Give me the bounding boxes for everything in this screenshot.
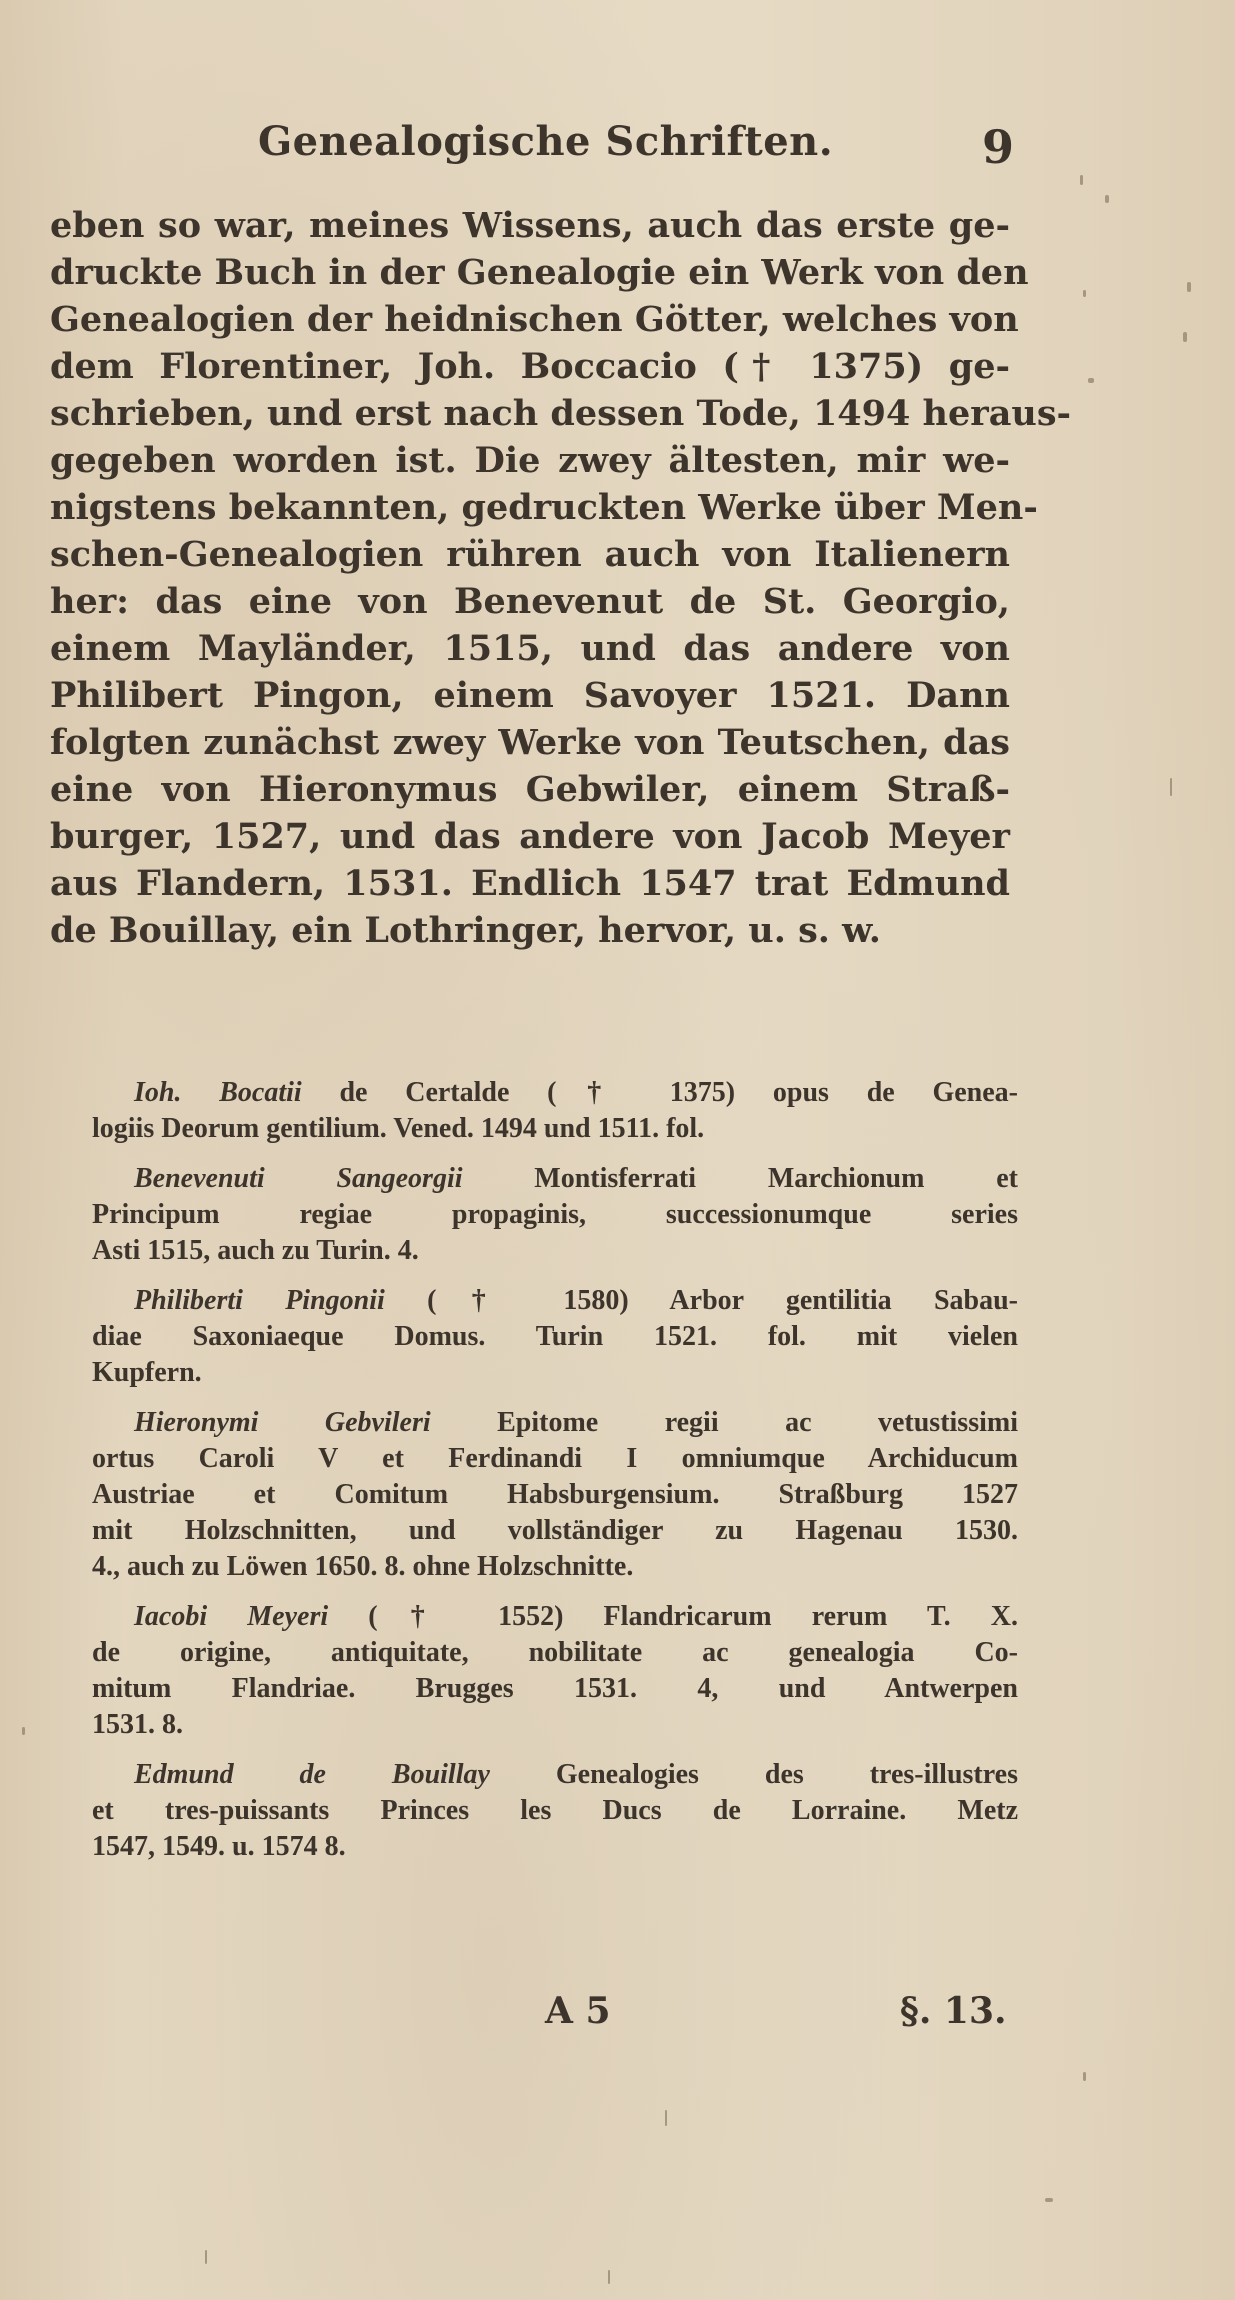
note-line: Austriae et Comitum Habsburgensium. Straßburg 1527: [92, 1479, 1018, 1510]
page-number: 9: [982, 120, 1015, 174]
body-line: de Bouillay, ein Lothringer, hervor, u. s. w.: [50, 910, 881, 951]
paper-speck: [1088, 378, 1094, 383]
body-line: einem Mayländer, 1515, und das andere von: [50, 628, 1010, 669]
note-line: ortus Caroli V et Ferdinandi I omniumque Archiducum: [92, 1443, 1018, 1474]
bibliographic-notes: [92, 1075, 1018, 1879]
paper-speck: [1080, 175, 1083, 185]
note-line: mit Holzschnitten, und vollständiger zu Hagenau 1530.: [92, 1515, 1018, 1546]
note-bouillay: [92, 1757, 1018, 1865]
note-author: Benevenuti Sangeorgii: [134, 1163, 463, 1194]
note-line: 4., auch zu Löwen 1650. 8. ohne Holzschnitte.: [92, 1551, 634, 1582]
body-line: eine von Hieronymus Gebwiler, einem Straß-: [50, 769, 1010, 810]
paper-speck: [1187, 282, 1191, 292]
running-head: Genealogische Schriften.: [258, 118, 834, 165]
note-line: et tres-puissants Princes les Ducs de Lorraine. Metz: [92, 1795, 1018, 1826]
note-line: 1547, 1549. u. 1574 8.: [92, 1831, 346, 1862]
body-line: aus Flandern, 1531. Endlich 1547 trat Edmund: [50, 863, 1010, 904]
note-line: Asti 1515, auch zu Turin. 4.: [92, 1235, 419, 1266]
note-sangeorgii: [92, 1161, 1018, 1269]
note-line: Iacobi Meyeri († 1552) Flandricarum rerum T. X.: [134, 1601, 1018, 1632]
note-line: Benevenuti Sangeorgii Montisferrati Marchionum et: [134, 1163, 1018, 1194]
note-line: Ioh. Bocatii de Certalde († 1375) opus de Genea-: [134, 1077, 1018, 1108]
paper-speck: [1083, 2072, 1086, 2081]
note-line: 1531. 8.: [92, 1709, 183, 1740]
note-meyeri: [92, 1599, 1018, 1743]
body-line: schrieben, und erst nach dessen Tode, 1494 heraus-: [50, 393, 1072, 434]
paper-speck: [608, 2270, 610, 2284]
paper-speck: [1083, 290, 1086, 297]
body-line: folgten zunächst zwey Werke von Teutschen, das: [50, 722, 1010, 763]
paper-speck: [22, 1727, 25, 1735]
note-line: Principum regiae propaginis, successionumque series: [92, 1199, 1018, 1230]
note-line: de origine, antiquitate, nobilitate ac genealogia Co-: [92, 1637, 1018, 1668]
body-line: druckte Buch in der Genealogie ein Werk von den: [50, 252, 1029, 293]
paper-speck: [1170, 778, 1172, 796]
page-header: [0, 118, 1235, 178]
note-bocatii: [92, 1075, 1018, 1147]
note-line: logiis Deorum gentilium. Vened. 1494 und 1511. fol.: [92, 1113, 705, 1144]
note-line: mitum Flandriae. Brugges 1531. 4, und Antwerpen: [92, 1673, 1018, 1704]
body-line: nigstens bekannten, gedruckten Werke über Men-: [50, 487, 1038, 528]
note-line: Edmund de Bouillay Genealogies des tres-illustres: [134, 1759, 1018, 1790]
paper-speck: [665, 2110, 667, 2126]
paper-speck: [1045, 2198, 1053, 2202]
paper-speck: [1105, 195, 1109, 203]
body-line: schen-Genealogien rühren auch von Italienern: [50, 534, 1010, 575]
body-line: Philibert Pingon, einem Savoyer 1521. Dann: [50, 675, 1010, 716]
page-footer: [0, 1990, 1235, 2040]
note-pingonii: [92, 1283, 1018, 1391]
body-line: Genealogien der heidnischen Götter, welches von: [50, 299, 1019, 340]
body-line: her: das eine von Benevenut de St. Georgio,: [50, 581, 1010, 622]
note-author: Hieronymi Gebvileri: [134, 1407, 431, 1438]
note-line: Kupfern.: [92, 1357, 202, 1388]
note-author: Edmund de Bouillay: [134, 1759, 490, 1790]
note-line: diae Saxoniaeque Domus. Turin 1521. fol. mit vielen: [92, 1321, 1018, 1352]
body-line: dem Florentiner, Joh. Boccacio († 1375) ge-: [50, 346, 1010, 387]
body-line: eben so war, meines Wissens, auch das erste ge-: [50, 205, 1010, 246]
note-author: Ioh. Bocatii: [134, 1077, 302, 1108]
body-line: gegeben worden ist. Die zwey ältesten, mir we-: [50, 440, 1010, 481]
body-line: burger, 1527, und das andere von Jacob Meyer: [50, 816, 1010, 857]
catchword: §. 13.: [900, 1990, 1007, 2032]
main-paragraph: [50, 202, 1072, 954]
note-line: Philiberti Pingonii († 1580) Arbor gentilitia Sabau-: [134, 1285, 1018, 1316]
note-author: Philiberti Pingonii: [134, 1285, 385, 1316]
note-line: Hieronymi Gebvileri Epitome regii ac vetustissimi: [134, 1407, 1018, 1438]
paper-speck: [1183, 332, 1187, 342]
note-author: Iacobi Meyeri: [134, 1601, 329, 1632]
note-gebvileri: [92, 1405, 1018, 1585]
signature-mark: A 5: [545, 1990, 611, 2032]
paper-speck: [205, 2250, 207, 2264]
